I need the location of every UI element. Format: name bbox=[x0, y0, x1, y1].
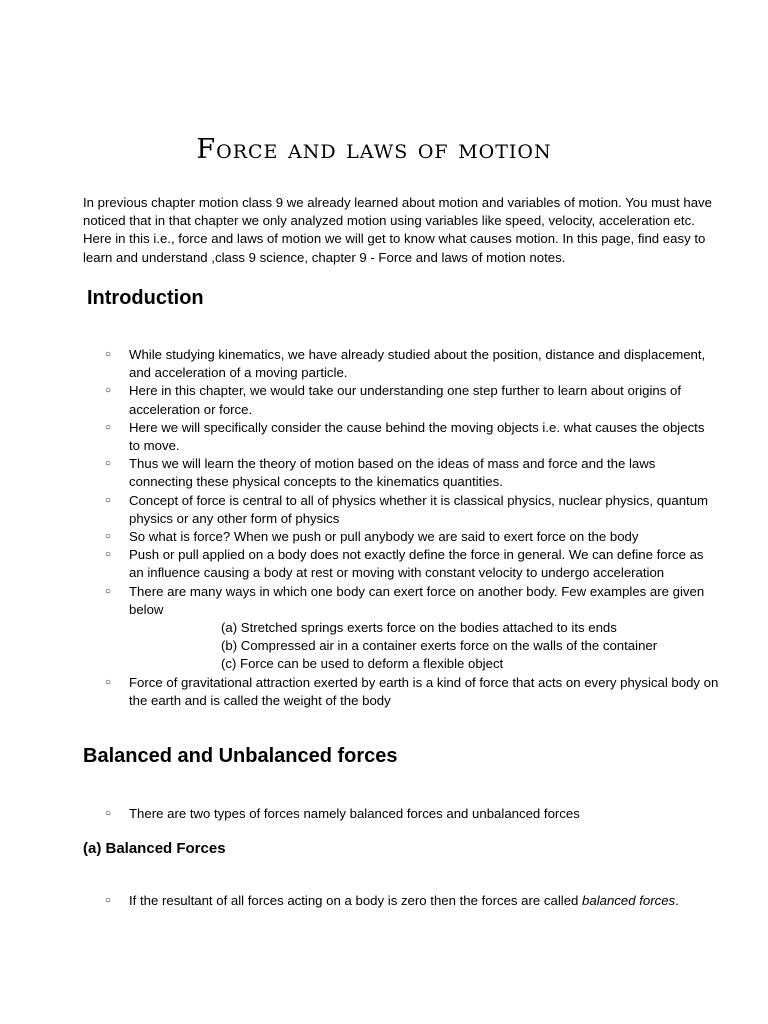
list-item: ○ While studying kinematics, we have already studied about the position, distance and displacement, and acceleration of a moving particle. bbox=[129, 346, 719, 382]
example-item: (a) Stretched springs exerts force on the bodies attached to its ends bbox=[221, 620, 617, 636]
list-item: ○ Here in this chapter, we would take our understanding one step further to learn about origins of acceleration or force. bbox=[129, 382, 719, 418]
example-item: (c) Force can be used to deform a flexible object bbox=[221, 656, 504, 672]
list-item-end: . bbox=[675, 893, 679, 908]
list-item bbox=[129, 583, 719, 674]
list-item: ○ Thus we will learn the theory of motion based on the ideas of mass and force and the laws connecting these physical concepts to the kinematics quantities. bbox=[129, 455, 719, 491]
balanced-unbalanced-heading: Balanced and Unbalanced forces bbox=[83, 745, 398, 767]
balanced-forces-list bbox=[129, 892, 719, 910]
balanced-list bbox=[129, 805, 719, 823]
list-item: ○ So what is force? When we push or pull anybody we are said to exert force on the body bbox=[129, 528, 719, 546]
list-item: ○ Push or pull applied on a body does not exactly define the force in general. We can define force as an influence causing a body at rest or moving with constant velocity to undergo acceleration bbox=[129, 546, 719, 582]
list-item: ○ There are two types of forces namely balanced forces and unbalanced forces bbox=[129, 805, 719, 823]
italic-term: balanced forces bbox=[582, 893, 676, 908]
list-item-text: ○ There are many ways in which one body can exert force on another body. Few examples are given below bbox=[129, 583, 705, 617]
list-item: ○ Here we will specifically consider the cause behind the moving objects i.e. what causes the objects to move. bbox=[129, 419, 719, 455]
list-item: ○ Concept of force is central to all of physics whether it is classical physics, nuclear physics, quantum physics or any other form of physics bbox=[129, 492, 719, 528]
list-item: ○ Force of gravitational attraction exerted by earth is a kind of force that acts on every physical body on the earth and is called the weight of the body bbox=[129, 674, 719, 710]
intro-paragraph: In previous chapter motion class 9 we already learned about motion and variables of motion. You must have noticed that in that chapter we only analyzed motion using variables like speed, velocity, acceleration etc. Here in this i.e., force and laws of motion we will get to know what causes motion. In this page, find easy to learn and understand ,class 9 science, chapter 9 - Force and laws of motion notes. bbox=[83, 195, 712, 265]
balanced-forces-subheading: (a) Balanced Forces bbox=[83, 840, 226, 857]
list-item bbox=[129, 892, 719, 910]
example-item: (b) Compressed air in a container exerts force on the walls of the container bbox=[221, 638, 658, 654]
list-item-text: If the resultant of all forces acting on a body is zero then the forces are called bbox=[129, 893, 583, 908]
introduction-list bbox=[129, 346, 719, 710]
introduction-heading: Introduction bbox=[87, 287, 204, 309]
page-title: Force and laws of motion bbox=[196, 134, 552, 166]
